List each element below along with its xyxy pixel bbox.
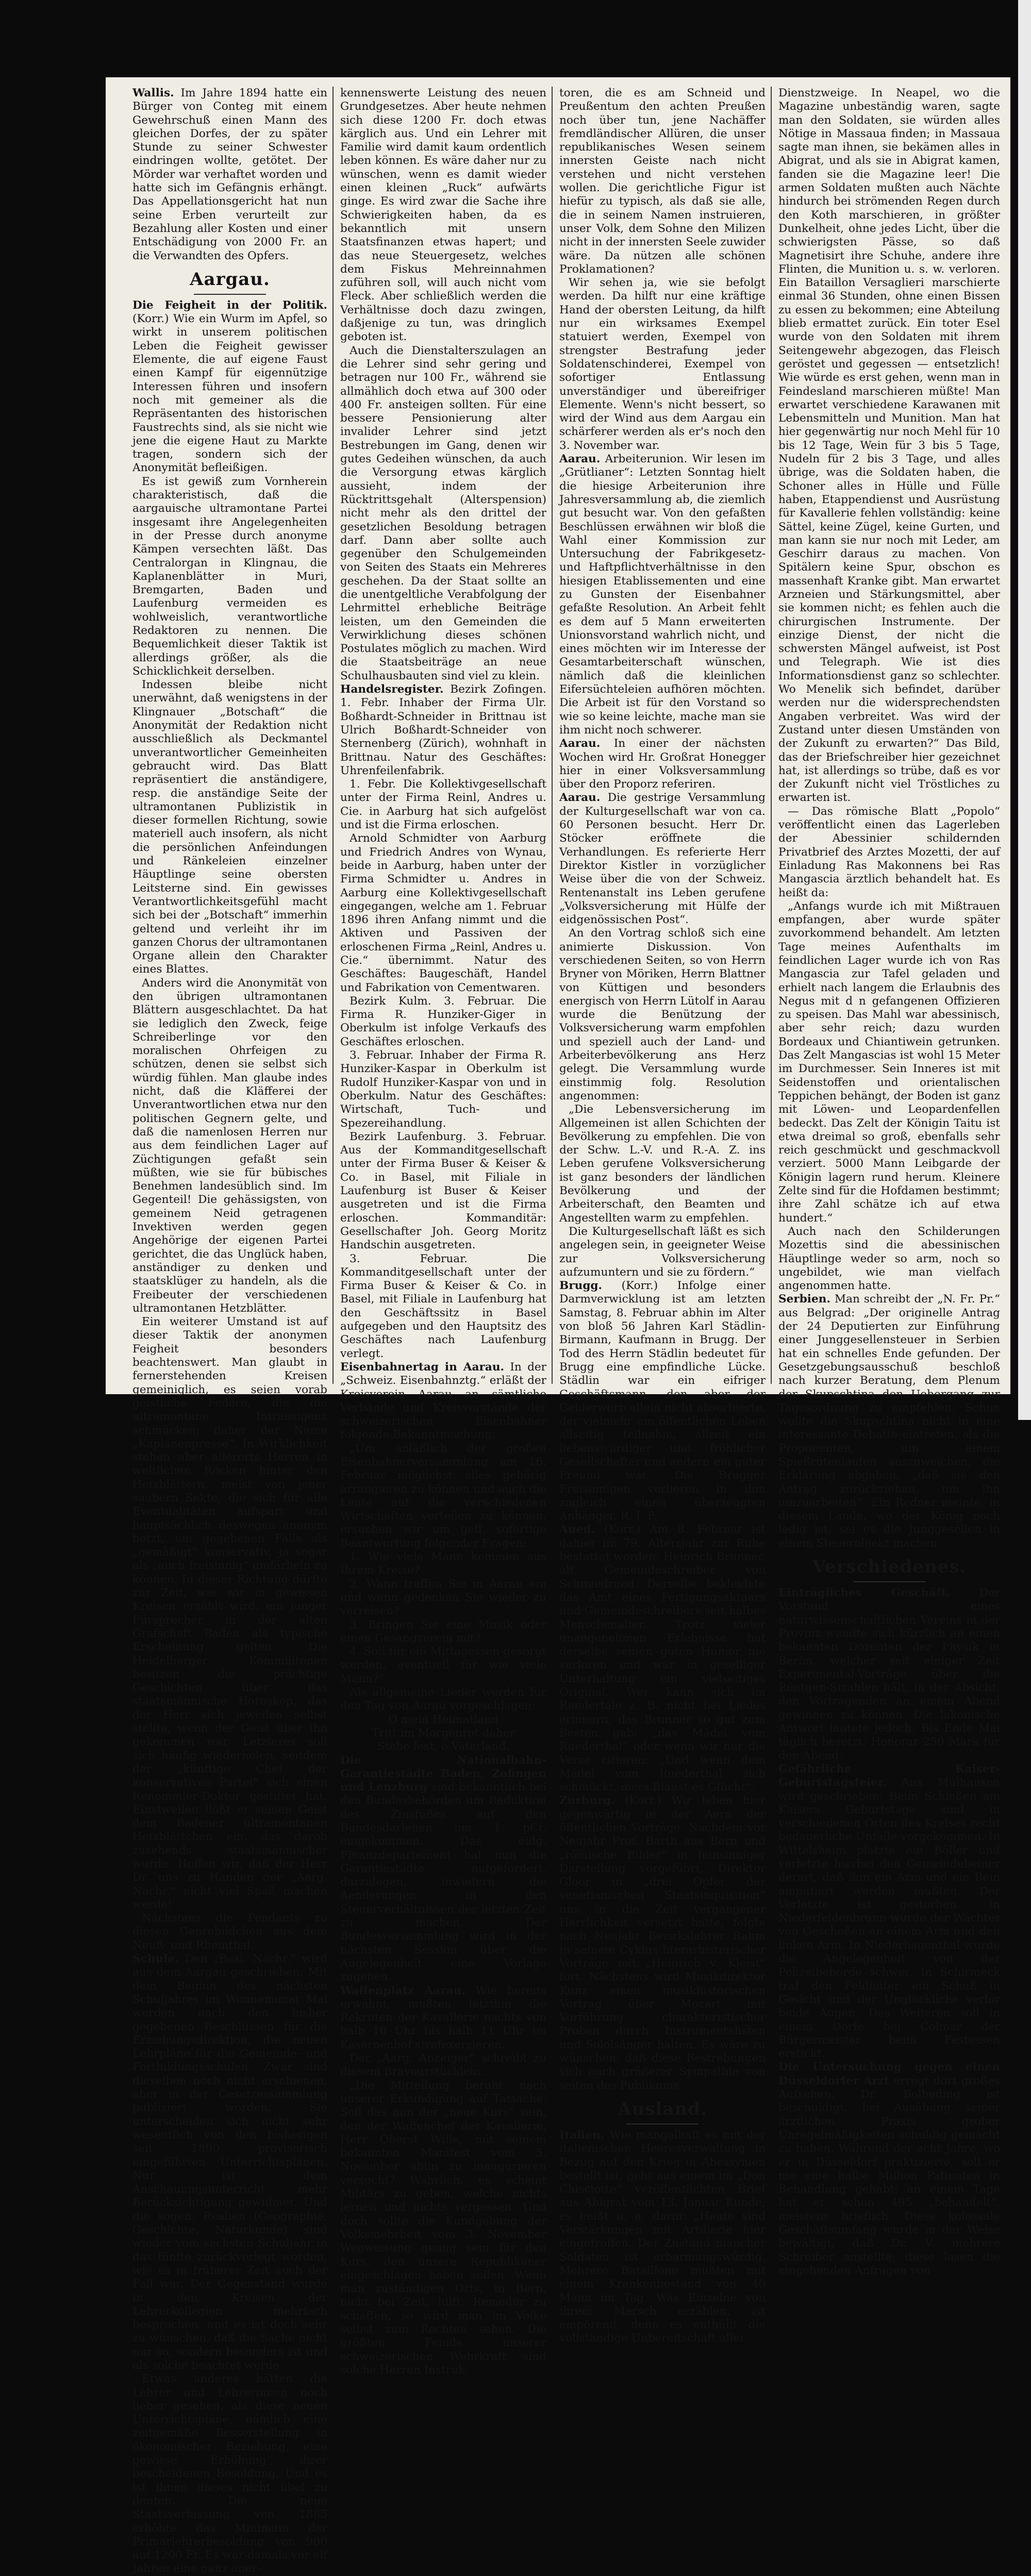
column-1 [132, 87, 328, 2575]
article-body: (Korr.) Wir leben hier gegenwärtig in der Aera der öffentlichen Vorträge. Nachdem vor Neujahr Prof. Barth aus Bern und „römische Bilder“ in feinsinniger Darstellung vorgeführt, Direktor Gloor in „drei Opfer der venetianischen Staatsinquisition“ uns in die Zeit vergangener Herrlichkeit versetzt hatte, folgte nach Neujahr Bezirkslehrer Rahm in seinem Cyklus literarhistorischer Vorträge mit „Heinrich v. Kleist“ fort. Nächstens wird Musikdirektor Kunz einen musikhistorischen Vortrag über Mozart mit Vorführung charakteristischer Proben durch Instrumentalisten und Sololsänger halten. Es wäre zu wünschen, daß diese Bestrebungen sich auch größerer Sympathie von seiten des Publikums. [559, 1794, 766, 2092]
article-brugg [559, 1279, 766, 1523]
paragraph: 3. Februar. Die Kommanditgesellschaft unter der Firma Buser & Keiser & Co. in Basel, mit Filiale in Laufenburg hat den Geschäftssitz in Basel aufgegeben und den Hauptsitz des Geschäftes nach Laufenburg verlegt. [340, 1252, 546, 1360]
paragraph: An den Vortrag schloß sich eine animierte Diskussion. Von verschiedenen Seiten, so von Herrn Bryner von Möriken, Herrn Blattner von Küttigen und besonders energisch von Herrn Lütolf in Aarau wurde die Benützung der Volksversicherung warm empfohlen und speziell auch der Land- und Arbeiterbevölkerung ans Herz gelegt. Die Versammlung wurde einstimmig folg. Resolution angenommen: [559, 927, 766, 1102]
article-lead: Serbien. [778, 1293, 830, 1306]
article-body: Wie mangelhaft es mit der italienischen Heeresverwaltung in Bezug auf den Krieg in Abessynien bestellt ist, geht aus einem im „Don Chisciotte“ veröffentlichten Brief aus Abigrat vom 13. Januar Kunde; es heißt u. a. darin: „Heute sind Verstärkungen mit Artillerie hier eingetroffen. Der Zustand mancher Soldaten ist erbarmungswürdig. Mehrere Bataillone mußten mit einem Krankenbestand von 40 Mann im Tag. Was Einzelne von ihrem Marsch erzählen, ist empörend, denn es enthüllt die vollständige Unbereitschaft aller [559, 2128, 766, 2345]
article-body: Arbeiterunion. Wir lesen im „Grütlianer“: Letzten Sonntag hielt die hiesige Arbeiterunion ihre Jahresversammlung ab, die ziemlich gut besucht war. Von den gefaßten Beschlüssen erwähnen wir bloß die Wahl einer Kommission zur Untersuchung der Fabrikgesetz- und Haftpflichtverhältnisse in den hiesigen Etablissementen und eine zu Gunsten der Eisenbahner gefaßte Resolution. An Arbeit fehlt es dem auf 5 Mann erweiterten Unionsvorstand wahrlich nicht, und eines möchten wir im Interesse der Gesamtarbeiterschaft wünschen, nämlich daß die kleinlichen Eifersüchteleien aufhören möchten. Die Arbeit ist für den Vorstand so wie so keine leichte, mache man sie ihm nicht noch schwerer. [559, 453, 766, 737]
song-title: Tritt im Morgenrot daher [371, 1726, 516, 1739]
article-lead: Italien. [559, 2128, 605, 2142]
article-schule [132, 1952, 327, 2372]
article-body: Aus Mülhausen wird geschrieben: Beim Schießen am Kaisers Geburtstage sind in verschiedenen Orten des Kreises recht bedauerliche Unfälle vorgekommen. In Wittelsheim platzte ein Böller und verletzte hierbei den Gemeindebeiner derart, daß ihm ein Arm und ein Bein amputiert werden mußten. Der Verletzte ist gestorben. In Niederfeldenbrunn wurde der Wächter von Geschoßen an einem Arm und den linken Arm. In Niederhagenthal wurde die Angelegenheit von der Polizeibehörde schwer. In Schirmeck traf den Feldhüter ein Schuß in Gesicht und der Unglückliche verlor beide Augen. Des Weiteren soll in einem Dorfe bei Colmar der Bürgermeister beim Festessen erstickt. [778, 1776, 1000, 2061]
article-lead: Aued. [559, 1523, 595, 1536]
article-waffenplatz [340, 1984, 546, 2052]
article-lead: Aarau. [559, 453, 601, 466]
article-body: Man schreibt der „N. Fr. Pr.“ aus Belgrad: „Der originelle Antrag der 24 Deputierten zur Einführung einer Junggesellensteuer in Serbien hat ein schnelles Ende gefunden. Der Gesetzgebungsausschuß beschloß nach kurzer Beratung, dem Plenum der Skupschtina den Uebergang zur Tagesordnung zu empfehlen. Schon wollte die Skupschtina nicht in eine interessante Debatte eintreten, als die Proponenten, um einem Spießrutenlaufen auszuweichen, die Erklärung abgaben, „daß sie den Antrag zurückziehen, um ihn umzuarbeiten“. Ein Redner meinte, in diesem Lande, wo der König noch ledig ist, sei es die Junggesellen in einem Steuerobjekt machen. [778, 1293, 1000, 1550]
article-rued [559, 1523, 766, 1794]
article-body: Den „Basl. Nachr.“ wird aus dem Aargau geschrieben: Mit dem Beginn des nächsten Schuljahres im Wonnemonat Mai werden nach den bisher gegebenen Beschlüssen für die Erziehungsdirektion, die neuen Lehrpläne für die Gemeinde- und Fortbildungsschulen. Zwar sind dieselben noch nicht erschienen, aber in der Gesetzessammlung publiziert worden. Sie unterscheiden sich nicht sehr wesentlich von den bisherigen seit 1890 provisorisch eingeführten Unterrichtsplänen. Nur ist dem Anschauungsunterricht mehr Berücksichtigung gewidmet. Und die sogen. Realien (Geographie, Geschichte, Naturkunde) sind wieder vom sechsten Schuljahr in das fünfte zurückverlegt worden, wie es in früherer Zeit auch der Fall war. Der Gegenstand wurde in den Kreisen der Lehrerkollegien mehrfach besprochen, und es ist doch sehr zu wünschen, daß die Sache nicht nur so, sondern besonders ist und als solche beachtet werde. [132, 1952, 328, 2372]
paragraph: „Die Lebensversicherung im Allgemeinen ist allen Schichten der Bevölkerung zu empfehlen. Die von der Schw. L.-V. und R.-A. Z. ins Leben gerufene Volksversicherung ist ganz besonders der ländlichen Bevölkerung und der Arbeiterschaft, den Beamten und Angestellten warm zu empfehlen. [559, 1103, 766, 1225]
heading-rule [626, 2123, 699, 2125]
article-body: (Korr.) Am 8. Februar ist dahier im 79. Altersjahr zur Ruhe bestattet worden: Heinrich Brunner, alt Gemeindeschreiber von Schmiedrued. Derselbe bekleidete das Amt eines Fertigungsaktuars und Gemeindeschreibers seit halbes Menschenalter. Trotz vieler unangenehmen Erlebnisse hat derselbe seinen guten Humor nie verloren und war in geselliger Unterhaltung ein vielseitiges Original. Wer kann sich im Ruedertale z. B. nicht bei Liedes erinnern, das Brunner so gut zum Besten gab: „das Mädel vom Ruederthal“ oder wenn wir nur die Verse citieren: „Und wenn dein Mädel vom Ruederthal sich schmückt, mers Blaust es Gfücht“. [559, 1523, 766, 1794]
paragraph: Es ist gewiß zum Vornherein charakteristisch, daß die aargauische ultramontane Partei insgesamt ihre Angelegenheiten in der Presse durch anonyme Kämpen versechten läßt. Das Centralorgan in Klingnau, die Kaplanenblätter in Muri, Bremgarten, Baden und Laufenburg vermeiden es wohlweislich, verantwortliche Redaktoren zu nennen. Die Bequemlichkeit dieser Taktik ist allerdings größer, als die Schicklichkeit derselben. [132, 475, 327, 678]
article-lead: Brugg. [559, 1279, 603, 1293]
paragraph: Nächstens die Pendants zu diesen Genrebildchen aus dem Neuß- und Rheinthal. [132, 1912, 327, 1952]
paragraph: 1. Febr. Die Kollektivgesellschaft unter der Firma Reinl, Andres u. Cie. in Aarburg hat sich aufgelöst und ist die Firma erloschen. [340, 778, 546, 832]
paragraph: toren, die es am Schneid und Preußentum den achten Preußen noch über tun, jene Nachäffer fremdländischer Allüren, die unser republikanisches Wesen seinem innersten Geiste nach nicht verstehen und nicht verstehen wollen. Die gerichtliche Figur ist hiefür zu typisch, als daß sie alle, die in seinem Namen instruieren, unser Volk, dem Sohne den Milizen nicht in der innersten Seele zuwider wäre. Da nützen alle schönen Proklamationen? [559, 87, 766, 276]
article-nationalbahn [340, 1754, 546, 1984]
article-body: Die gestrige Versammlung der Kulturgesellschaft war von ca. 60 Personen besucht. Herr Dr. Stöcker eröffnete die Verhandlungen. Es referierte Herr Direktor Kistler in vorzüglicher Weise über die von der Schweiz. Rentenanstalt ins Leben gerufene „Volksversicherung mit Hülfe der eidgenössischen Post“. [559, 791, 766, 927]
question-item: 1. Wie viele Mann kommen aus Ihrem Kreise? [340, 1550, 546, 1577]
paragraph: Anders wird die Anonymität von den übrigen ultramontanen Blättern ausgeschlachtet. Da hat sie lediglich den Zweck, feige Schreiberlinge vor den moralischen Ohrfeigen zu schützen, denen sie selbst sich würdig fühlen. Man glaube indes nicht, daß die Kläfferei der Unverantwortlichen etwa nur den politischen Gegnern gelte, und daß die namenlosen Herren nur aus dem feindlichen Lager auf Züchtigungen gefaßt sein müßten, wie sie für bübisches Benehmen landesüblich sind. Im Gegenteil! Die gehässigsten, von gemeinem Neid getragenen Invektiven werden gegen Angehörige der eigenen Partei gerichtet, die das Unglück haben, anständiger zu denken und staatsklüger zu handeln, als die Freibeuter der verschiedenen ultramontanen Hetzblätter. [132, 976, 327, 1315]
article-body: In der „Schweiz. Eisenbahnztg.“ erläßt der Kreisverein Aarau an sämtliche Verbände und Kreisvorstände der schweizerischen Eisenbahner folgende Bekanntmachung: [340, 1360, 546, 1442]
article-lead: Schule. [132, 1952, 179, 1966]
article-body: In einer der nächsten Wochen wird Hr. Großrat Honegger hier in einer Volksversammlung über den Proporz referiren. [559, 737, 766, 791]
article-italien [559, 2129, 766, 2346]
scan-edge [1018, 0, 1031, 1420]
column-4 [778, 87, 1000, 2277]
song-title: Stehe fest, o Vaterland. [377, 1740, 510, 1753]
article-body: (Korr.) Wie ein Wurm im Apfel, so wirkt in unserem politischen Leben die Feigheit gewisser Elemente, die auf eigene Faust einen Kampf für eigennützige Interessen führen und insofern noch mit gemeiner als die Repräsentanten des historischen Faustrechts sind, als sie nicht wie jene die eigene Haut zu Markte tragen, sondern sich der Anonymität befleißigen. [132, 312, 327, 475]
heading-rule [194, 294, 266, 295]
paragraph: Indessen bleibe nicht unerwähnt, daß wenigstens in der Klingnauer „Botschaft“ die Anonymität der Redaktion nicht ausschließlich als Deckmantel unverantwortlicher Gemeinheiten gebraucht wird. Das Blatt repräsentiert die anständigere, resp. die anständige Seite der ultramontanen Publizistik in dieser formellen Richtung, sowie materiell auch insofern, als nicht die persönlichen Anfeindungen und Ränkeleien einzelner Häuptlinge seine obersten Leitsterne sind. Ein gewisses Verantwortlichkeitsgefühl macht sich bei der „Botschaft“ immerhin geltend und verleiht ihr im ganzen Chorus der ultramontanen Organe allein den Charakter eines Blattes. [132, 678, 327, 976]
article-body: Der Vorstand eines naturwissenschaftlichen Vereins in der Provinz wandte sich kürzlich an einen bekannten Dozenten der Physik in Berlin, welcher seit einiger Zeit Experimental-Vorträge über die Röntgen-Strahlen hält, in der Absicht, den Vortragenden an einem Abend gewinnen zu können. Die lakonische Antwort lautete jedoch: Bis Ende Mai täglich besetzt; Honorar 250 Mark für den Abend. [778, 1586, 1000, 1762]
article-body: erregt dort großes Aufsehen. Dr. Bolbeding ist beschuldigt, bei Ausübung seiner ärztlichen Praxis grober Unregelmäßigkeiten schuldig gemacht zu haben. Während der acht Jahre, wo er in Düsseldorf praktizierte, soll er nie eine halbe Million Patienten in Behandlung gehabt; an einem Tage hat er schon 495 „behandelt“, meistens brieflich. Diese kolossale Geschäftsumfang wurde in der Weise bewältigt, daß Dr. V. mehrere Schreiber anstellte; diese lasen die eingehenden Anfragen von [778, 2074, 1000, 2277]
paragraph: Arnold Schmidter von Aarburg und Friedrich Andres von Wynau, beide in Aarburg, haben unter der Firma Schmidter u. Andres in Aarburg eine Kollektivgesellschaft eingegangen, welche am 1. Februar 1896 ihren Anfang nimmt und die Aktiven und Passiven der erloschenen Firma „Reinl, Andres u. Cie.“ übernimmt. Natur des Geschäftes: Baugeschäft, Handel und Fabrikation von Cementwaren. [340, 832, 546, 994]
paragraph: Dienstzweige. In Neapel, wo die Magazine unbeständig waren, sagte man den Soldaten, sie würden alles Nötige in Massaua finden; in Massaua sagte man ihnen, sie bekämen alles in Abigrat, und als sie in Abigrat kamen, fanden sie die Magazine leer! Die armen Soldaten mußten auch Nächte hindurch bei strömenden Regen durch den Koth marschieren, in größter Dunkelheit, ohne jedes Licht, über die schwierigsten Pässe, so daß Magnetisirt ihre Schuhe, andere ihre Flinten, die Munition u. s. w. verloren. Ein Bataillon Versaglieri marschierte einmal 36 Stunden, ohne einen Bissen zu essen zu bekommen; eine Abteilung blieb ermattet zurück. Ein toter Esel wurde von den Soldaten mit ihrem Seitengewehr abgezogen, das Fleisch geröstet und gegessen — entsetzlich! Wie würde es erst gehen, wenn man in Feindesland marschieren müßte! Man erwartet verschiedene Karawanen mit Lebensmitteln und Munition. Man hat hier gegenwärtig nur noch Mehl für 10 bis 12 Tage, Wein für 3 bis 5 Tage, Nudeln für 2 bis 3 Tage, und alles übrige, was die Soldaten haben, die Schoner alles in Hülle und Fülle haben, Etappendienst und Ausrüstung für Kavallerie fehlen vollständig: keine Sättel, keine Zügel, keine Gurten, und man kann sie nur noch mit Leder, am Geschirr daraus zu machen. Von Spitälern keine Spur, obschon es massenhaft Kranke gibt. Man erwartet Arzneien und Stärkungsmittel, aber sie kommen nicht; es fehlen auch die chirurgischen Instrumente. Der einzige Dienst, der nicht die schwersten Mängel aufweist, ist Post und Telegraph. Wie ist dies Informationsdienst ganz so schlechter. Wo Menelik sich befindet, darüber werden nur die widersprechendsten Angaben verbreitet. Was wird der Zustand unter diesen Umständen von der Zukunft zu erwarten?“ Das Bild, das der Briefschreiber hier gezeichnet hat, ist allerdings so trübe, daß es vor der Zukunft nicht viel Tröstliches zu erwarten ist. [778, 87, 1000, 805]
article-serbien [778, 1293, 1000, 1550]
column-3 [559, 87, 766, 2345]
paragraph: Der „Aarg. Anzeiger“ schreibt zu diesem Bravourstücklein: [340, 2052, 546, 2079]
paragraph: Ein weiterer Umstand ist auf dieser Taktik der anonymen Feigheit besonders beachtenswert. Man glaubt in fernerstehenden Kreisen gemeiniglich, es seien vorab geistliche Federn, die die ultramontane Intransigenz schmücken; daher der Name „Kaplanenpresse“. In Wirklichkeit stehen aber allerorts Herren in weltlichen Röcken hinter den Hetzblättern, meist von jener saubern Sekte, die sich für alle Eventualitäten aufspart und hauptsächlich deswegen anonym hetzt, um gegebenen Falls als „gemäßigt“ konservativ, ja sogar als „auch freisinnig“ umfärbeln zu können. In dieser Richtung dürfte zur Zeit, wie wir in gewissen Kreisen erzählt wird, ein junger Fürsprecher in der alten Grafschaft Baden als typische Erscheinung gelten. Die Heidelberger Kommilitonen besitzen die prächtige Geschichten über das staatsmännische Horoskop, das der Herr sich jeweilen selbst stellte, wenn der Geist über ihn gekommen war. Letzteres soll sich häufig wiederholen, seitdem der „künftige Chef der konservativen Partei“ sich einen Renommier-Doktor gestiftet hat. Einstweilen flößt er seinen Geist dem Badener ultramontanen Hetzblättchen ein, das darob zusehends staatsmännischer wurde. Hoffen wir, daß der Herr Dr. uns zu Handen der „Aarg. Nachr.“ nicht viel Spaß machen werde! [132, 1315, 327, 1911]
article-body: Bezirk Zofingen. 1. Febr. Inhaber der Firma Ulr. Boßhardt-Schneider in Brittnau ist Ulrich Boßhardt-Schneider von Sternenberg (Zürich), wohnhaft in Brittnau. Natur des Geschäftes: Uhrenfeilenfabrik. [340, 683, 546, 777]
article-lead: Einträgliches Geschäft. [778, 1586, 951, 1600]
paragraph: Wir sehen ja, wie sie befolgt werden. Da hilft nur eine kräftige Hand der obersten Leitung, da hilft nur ein wirksames Exempel statuiert werden, Exempel von strengster Bestrafung jeder Soldatenschinderei, Exempel von sofortiger Entlassung unverständiger und übereifriger Elemente. Wenn's nicht bessert, so wird der Wind aus dem Aargau ein schärferer werden als er's noch den 3. November war. [559, 276, 766, 452]
article-lead: Zurburg. [559, 1794, 615, 1808]
article-handelsregister [340, 683, 546, 778]
article-lead: Waffenplatz Aarau. [340, 1984, 465, 1997]
article-wallis [132, 87, 327, 263]
article-lead: Die Untersuchung gegen einen Düsseldorfer Arzt [778, 2061, 1000, 2087]
heading-rule [853, 1581, 925, 1582]
question-item: 3. Bringen Sie eine Musik oder einen Gesangverein mit? [340, 1618, 546, 1645]
article-kaiser-geburtstag [778, 1763, 1000, 2061]
paragraph: kennenswerte Leistung des neuen Grundgesetzes. Aber heute nehmen sich diese 1200 Fr. doch etwas kärglich aus. Und ein Lehrer mit Familie wird damit kaum ordentlich leben können. Es wäre daher nur zu wünschen, wenn es damit wieder einen kleinen „Ruck“ aufwärts ginge. Es wird zwar die Sache ihre Schwierigkeiten haben, da es bekanntlich mit unsern Staatsfinanzen etwas hapert; und das neue Steuergesetz, welches dem Fiskus Mehreinnahmen zuführen soll, will auch nicht vom Fleck. Aber schließlich werden die Verhältnisse doch dazu zwingen, daßjenige zu tun, was dringlich geboten ist. [340, 87, 546, 344]
column-divider [332, 87, 334, 1384]
paragraph: — Das römische Blatt „Popolo“ veröffentlicht einen das Lagerleben der Abessinier schildernden Privatbrief des Arztes Mozetti, der auf Einladung Ras Makonnens bei Ras Mangascia ärztlich behandelt hat. Es heißt da: [778, 805, 1000, 899]
article-lead: Eisenbahnertag in Aarau. [340, 1360, 505, 1374]
article-lead: Die Nationalbahn-Garantiestädte Baden, Zofingen und Lenzburg [340, 1753, 546, 1794]
section-heading: Aargau. [190, 269, 270, 290]
paragraph: Bezirk Kulm. 3. Februar. Die Firma R. Hunziker-Giger in Oberkulm ist infolge Verkaufs des Geschäftes erloschen. [340, 994, 546, 1048]
column-divider [552, 87, 553, 1384]
newspaper-page [106, 77, 1010, 2575]
article-lead: Aarau. [559, 791, 601, 805]
paragraph: Als allgemeine Lieder werden für den Tag von Aarau vorgeschlagen: [340, 1686, 546, 1713]
paragraph: Etwas anderes hätten die Lehrer und Lehrerinnen noch lieber gesehen, als diese neuen Unterrichtspläne, nämlich eine zeitgemäße Besserstellung in ökonomischer Beziehung, eine gewisse Erhöhung ihrer bescheidenen Besoldung. Und es ist ihnen dieses nicht übel zu deuten. Die neue Staatsverfassung von 1885 erhöhte das Minimum der Primarlehrerbesoldung von 900 auf 1200 Fr. Es war damals vor elf Jahren eine ganz aner- [132, 2372, 327, 2575]
article-lead: Aarau. [559, 737, 601, 750]
article-lead: Die Feigheit in der Politik. [132, 298, 327, 312]
article-lead: Handelsregister. [340, 683, 444, 696]
paragraph: „Anfangs wurde ich mit Mißtrauen empfangen, aber wurde später zuvorkommend behandelt. Am letzten Tage meines Aufenthalts im feindlichen Lager wurde ich von Ras Mangascia zur Tafel geladen und erhielt nach langem die Erlaubnis des Negus mit d n gefangenen Offizieren zu speisen. Das Mahl war abessinisch, aber sehr reich; dazu wurden Bordeaux und Chiantiwein getrunken. Das Zelt Mangascias ist wohl 15 Meter im Durchmesser. Sein Inneres ist mit Seidenstoffen und orientalischen Teppichen behängt, der Boden ist ganz mit Löwen- und Leopardenfellen bedeckt. Das Zelt der Königin Taitu ist etwa dreimal so groß, ebenfalls sehr reich geschmückt und geschmackvoll verziert. 5000 Mann Leibgarde der Königin lagern rund herum. Kleinere Zelte sind für die Hofdamen bestimmt; ihre Zahl schätze ich auf etwa hundert.“ [778, 899, 1000, 1225]
paragraph: Auch die Dienstalterszulagen an die Lehrer sind sehr gering und betragen nur 100 Fr., während sie allmählich doch etwa auf 300 oder 400 Fr. ansteigen sollten. Für eine bessere Pensionierung alter invalider Lehrer sind jetzt Bestrebungen im Gang, denen wir gutes Gedeihen wünschen, da auch die Versorgung etwas kärglich aussieht, indem der Rücktrittsgehalt (Alterspension) nicht mehr als den drittel der gesetzlichen Besoldung betragen darf. Dann aber sollte auch gegenüber den Schulgemeinden von Seiten des Staats ein Mehreres geschehen. Da der Staat sollte an die unentgeltliche Verabfolgung der Lehrmittel erhebliche Beiträge leisten, um den Gemeinden die Verwirklichung dieses schönen Postulates möglich zu machen. Wird die Staatsbeiträge an neue Schulhausbauten sind viel zu klein. [340, 344, 546, 682]
article-body: Im Jahre 1894 hatte ein Bürger von Conteg mit einem Gewehrschuß einen Mann des gleichen Dorfes, der zu später Stunde zu seiner Schwester eindringen wollte, getötet. Der Mörder war verhaftet worden und hatte sich im Gefängnis erhängt. Das Appellationsgericht hat nun seine Erben verurteilt zur Bezahlung aller Kosten und einer Entschädigung von 2000 Fr. an die Verwandten des Opfers. [132, 87, 327, 262]
article-zurzach [559, 1794, 766, 2093]
article-body: sind bekanntlich bei den Bundesbehörden um Reduktion des Zinsfußes auf den Bundesdarlehen um 1 pCt. eingekommen. Das eidg. Finanzdepartement hat nun die Garantiestädte aufgefordert, darzulegen, inwiefern die Aenderungen in den Steuerverhältnissen der letzten Zeit zu machen. Der Bundesversammlung wird in der nächsten Session über die Angelegenheit eine Vorlage zugehen. [340, 1781, 546, 1984]
article-eisenbahnertag [340, 1361, 546, 1442]
article-feigheit [132, 299, 327, 475]
section-heading: Verschiedenes. [812, 1557, 967, 1578]
article-duesseldorf [778, 2061, 1000, 2278]
article-body: Wie bereits erwähnt, mußten letzthin die Rekruten der Kavallerie nachts von halb 10 Uhr bis halb 11 Uhr im Kasernenhof strafexerzieren. [340, 1984, 546, 2051]
column-divider [771, 87, 772, 1384]
paragraph: 3. Februar. Inhaber der Firma R. Hunziker-Kaspar in Oberkulm ist Rudolf Hunziker-Kaspar von und in Oberkulm. Natur des Geschäftes: Wirtschaft, Tuch- und Spezereihandlung. [340, 1049, 546, 1130]
question-item: 2. Wann treffen Sie in Aarau ein und wann gedenken Sie wieder zu verreisen? [340, 1577, 546, 1618]
article-lead: Gefährliche Kaiser-Geburtstagsfeier. [778, 1762, 1000, 1789]
column-2 [340, 87, 546, 2377]
article-aarau-proporz [559, 737, 766, 791]
article-aarau-arbeiterunion [559, 453, 766, 737]
paragraph: „Die Mitteilung beruht nach unserer Erkundigung auf Tatsache. Soll das nun der „neue Kurs“ sein, den der Waffenchef der Kavallerie, Herr Oberst Wille, mit seinem bekannten Manifest vom 5. November ablin zu inaugurieren versucht? Wahrlich, es scheint Militärs zu geben, welche nichts lernen und nichts vergessen. Und doch sollte die Kundgebung der Volksmehrheit vom 3. November Wegweisung genug sein für den Kurs, den unsere Republikaner eingeschlagen haben sollen. Wenn man zuständigen Orts, in Bern, nicht bei Zeit, hilft, Remedur zu schaffen, so wird man im Volke selbst zum Rechten sehen. Die größten Feinde unserer schweizerischen Wehrkraft sind solche Herren Instruk- [340, 2079, 546, 2377]
article-geschaeft [778, 1586, 1000, 1763]
paragraph: Die Kulturgesellschaft läßt es sich angelegen sein, in geeigneter Weise zur Volksversicherung aufzumuntern und sie zu fördern.“ [559, 1225, 766, 1279]
paragraph: Bezirk Laufenburg. 3. Februar. Aus der Kommanditgesellschaft unter der Firma Buser & Keiser & Co. in Basel, mit Filiale in Laufenburg ist Buser & Keiser ausgetreten und ist die Firma erloschen. Kommanditär: Gesellschafter Joh. Georg Moritz Handschin ausgetreten. [340, 1130, 546, 1252]
section-heading: Ausland. [618, 2098, 707, 2119]
paragraph: „Um anläßlich der großen Eisenbahnerversammlung am 16. Februar möglichst alles gehörig arrangieren zu können und auch die Leute auf die verschiedenen Wirtschaften verteilen zu können, ersuchen wir um gefl. sofortige Beantwortung folgender Fragen: [340, 1442, 546, 1550]
paragraph: Auch nach den Schilderungen Mozettis sind die abessinischen Häuptlinge weder so arm, noch so ungebildet, wie man vielfach angenommen hatte. [778, 1225, 1000, 1293]
article-aarau-kultur [559, 791, 766, 927]
article-lead: Wallis. [132, 87, 174, 99]
song-title: O mein Heimatland [388, 1713, 498, 1726]
question-item: 4. Soll für ein Mittagessen gesorgt werden, eventuell für wie viele Mann?“ [340, 1645, 546, 1685]
article-body: (Korr.) Infolge einer Darmverwicklung ist am letzten Samstag, 8. Februar abhin im Alter von bloß 56 Jahren Karl Städlin-Birmann, Kaufmann in Brugg. Der Tod des Herrn Städlin bedeutet für Brugg eine empfindliche Lücke. Städlin war ein eifriger Geschäftsmann, den aber der Gelderwerb allein nicht absorbierte, der vielmehr am öffentlichen Leben allseitig teilnahm, allzeit ein liebenswürdiger und fröhlicher Gesellschafter und andern ein guter Freund war. Die Brugger Freisinnigen verlieren in ihm zugleich einen überzeugten Anhänger. R. I. P. [559, 1279, 766, 1523]
